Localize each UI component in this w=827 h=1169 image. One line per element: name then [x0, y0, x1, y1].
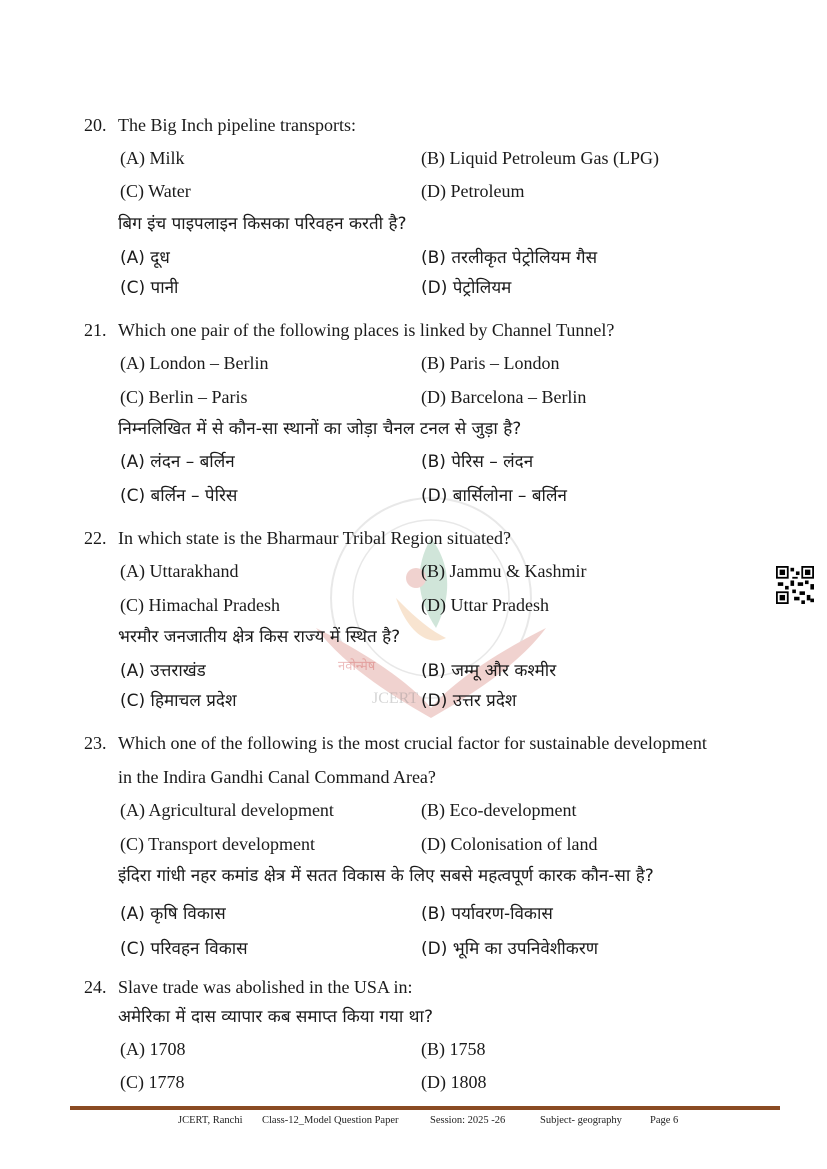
option-c-en: (C) Transport development — [120, 834, 315, 854]
question-text-hi: भरमौर जनजातीय क्षेत्र किस राज्य में स्थित है? — [118, 627, 401, 647]
option-a-hi: (A) कृषि विकास — [120, 904, 226, 924]
option-c-hi: (C) पानी — [120, 278, 179, 298]
option-b-hi: (B) पर्यावरण-विकास — [421, 904, 553, 924]
footer-org: JCERT, Ranchi — [178, 1115, 243, 1126]
footer-session: Session: 2025 -26 — [430, 1115, 506, 1126]
option-d-hi: (D) भूमि का उपनिवेशीकरण — [421, 939, 599, 959]
question-number: 24. — [84, 977, 107, 997]
option-d-en: (D) Petroleum — [421, 181, 525, 201]
option-d-en: (D) Uttar Pradesh — [421, 595, 549, 615]
option-b-en: (B) Liquid Petroleum Gas (LPG) — [421, 148, 659, 168]
option-c-en: (C) Water — [120, 181, 191, 201]
option-a-en: (A) London – Berlin — [120, 353, 269, 373]
option-b-hi: (B) तरलीकृत पेट्रोलियम गैस — [421, 248, 598, 268]
option-d-en: (D) Barcelona – Berlin — [421, 387, 587, 407]
option-c-en: (C) Himachal Pradesh — [120, 595, 280, 615]
question-text-en: Slave trade was abolished in the USA in: — [118, 977, 413, 997]
question-number: 21. — [84, 320, 107, 340]
option-d-en: (D) Colonisation of land — [421, 834, 598, 854]
question-text-hi: बिग इंच पाइपलाइन किसका परिवहन करती है? — [118, 214, 407, 234]
footer-subject: Subject- geography — [540, 1115, 622, 1126]
watermark-bottom-text: JCERT — [372, 690, 419, 707]
option-d-hi: (D) पेट्रोलियम — [421, 278, 512, 298]
option-b-hi: (B) जम्मू और कश्मीर — [421, 661, 557, 681]
option-c-hi: (C) हिमाचल प्रदेश — [120, 691, 237, 711]
option-a-en: (A) Milk — [120, 148, 185, 168]
option-d: (D) 1808 — [421, 1072, 487, 1092]
option-d-hi: (D) बार्सिलोना – बर्लिन — [421, 486, 567, 506]
question-text-hi: निम्नलिखित में से कौन-सा स्थानों का जोड़ा चैनल टनल से जुड़ा है? — [118, 419, 522, 439]
watermark-left-text: नवोन्मेष — [338, 659, 376, 674]
option-b-en: (B) Paris – London — [421, 353, 560, 373]
option-c-hi: (C) परिवहन विकास — [120, 939, 248, 959]
option-c: (C) 1778 — [120, 1072, 185, 1092]
option-b: (B) 1758 — [421, 1039, 486, 1059]
option-d-hi: (D) उत्तर प्रदेश — [421, 691, 517, 711]
question-text-en: Which one pair of the following places is linked by Channel Tunnel? — [118, 320, 615, 340]
option-b-en: (B) Eco-development — [421, 800, 577, 820]
option-a: (A) 1708 — [120, 1039, 186, 1059]
question-text-hi: अमेरिका में दास व्यापार कब समाप्त किया गया था? — [118, 1007, 433, 1027]
qr-code-icon — [776, 566, 814, 604]
question-number: 23. — [84, 733, 107, 753]
option-b-en: (B) Jammu & Kashmir — [421, 561, 587, 581]
option-a-hi: (A) दूध — [120, 248, 170, 268]
question-text-en: In which state is the Bharmaur Tribal Region situated? — [118, 528, 511, 548]
option-b-hi: (B) पेरिस – लंदन — [421, 452, 534, 472]
footer-rule — [70, 1106, 780, 1110]
footer-paper: Class-12_Model Question Paper — [262, 1115, 399, 1126]
question-number: 22. — [84, 528, 107, 548]
question-text-en: The Big Inch pipeline transports: — [118, 115, 356, 135]
question-number: 20. — [84, 115, 107, 135]
option-c-hi: (C) बर्लिन – पेरिस — [120, 486, 238, 506]
question-text-en-line2: in the Indira Gandhi Canal Command Area? — [118, 767, 436, 787]
option-c-en: (C) Berlin – Paris — [120, 387, 248, 407]
question-text-hi: इंदिरा गांधी नहर कमांड क्षेत्र में सतत विकास के लिए सबसे महत्वपूर्ण कारक कौन-सा है? — [118, 866, 654, 886]
question-text-en: Which one of the following is the most crucial factor for sustainable development — [118, 733, 707, 753]
option-a-hi: (A) उत्तराखंड — [120, 661, 206, 681]
option-a-en: (A) Uttarakhand — [120, 561, 239, 581]
option-a-en: (A) Agricultural development — [120, 800, 334, 820]
option-a-hi: (A) लंदन – बर्लिन — [120, 452, 235, 472]
footer-page: Page 6 — [650, 1115, 679, 1126]
